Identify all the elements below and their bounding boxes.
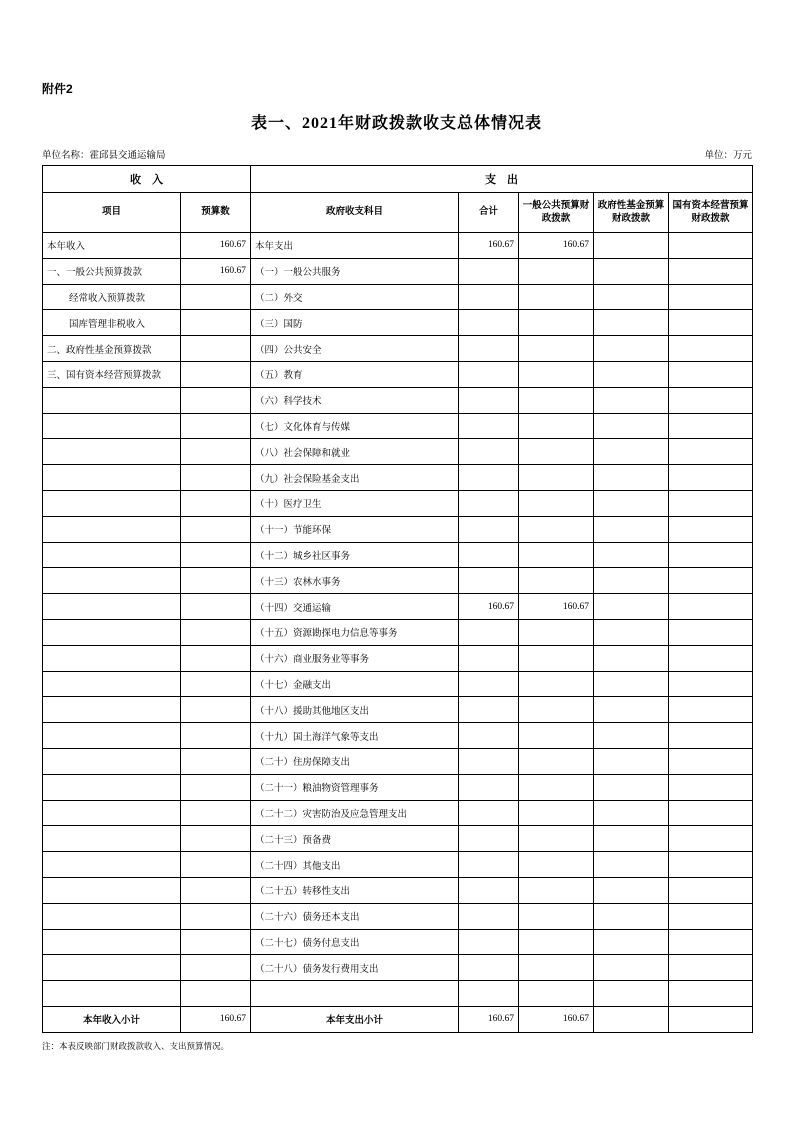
total-cell [459,516,519,542]
col-header-item: 项目 [43,193,181,233]
table-row [43,413,753,439]
expense-subtotal-general: 160.67 [519,1006,594,1032]
table-row [43,594,753,620]
capital-appropriation-cell [669,568,753,594]
total-cell [459,645,519,671]
total-cell [459,774,519,800]
expense-subject-cell: （五）教育 [251,361,459,387]
fund-appropriation-cell [594,800,669,826]
table-row [43,955,753,981]
expense-subject-cell: （九）社会保险基金支出 [251,465,459,491]
expense-subject-cell: （二十四）其他支出 [251,852,459,878]
fund-appropriation-cell [594,671,669,697]
income-budget-cell [181,877,251,903]
expense-subtotal-total: 160.67 [459,1006,519,1032]
table-row [43,645,753,671]
table-row [43,439,753,465]
general-appropriation-cell [519,490,594,516]
table-body [43,233,753,1007]
table-row [43,387,753,413]
capital-appropriation-cell [669,852,753,878]
table-row [43,903,753,929]
general-appropriation-cell [519,723,594,749]
general-appropriation-cell [519,361,594,387]
capital-appropriation-cell [669,542,753,568]
capital-appropriation-cell [669,336,753,362]
expense-subject-cell: （八）社会保障和就业 [251,439,459,465]
fund-appropriation-cell [594,542,669,568]
expense-subject-cell: （十七）金融支出 [251,671,459,697]
expense-subject-cell: （二十）住房保障支出 [251,748,459,774]
total-cell [459,723,519,749]
total-cell: 160.67 [459,233,519,259]
fund-appropriation-cell [594,516,669,542]
income-item-cell [43,413,181,439]
general-appropriation-cell [519,645,594,671]
general-appropriation-cell [519,310,594,336]
expense-subject-cell: 本年支出 [251,233,459,259]
total-cell [459,852,519,878]
fund-appropriation-cell [594,645,669,671]
table-row [43,697,753,723]
total-cell [459,542,519,568]
fund-appropriation-cell [594,955,669,981]
capital-appropriation-cell [669,645,753,671]
table-row [43,877,753,903]
income-budget-cell [181,671,251,697]
income-item-cell [43,723,181,749]
table-row [43,516,753,542]
income-item-cell [43,877,181,903]
fund-appropriation-cell [594,929,669,955]
income-budget-cell [181,387,251,413]
fund-appropriation-cell [594,310,669,336]
general-appropriation-cell [519,929,594,955]
table-row [43,542,753,568]
fund-appropriation-cell [594,413,669,439]
total-cell [459,903,519,929]
general-appropriation-cell [519,619,594,645]
fund-appropriation-cell [594,852,669,878]
total-cell [459,697,519,723]
col-header-total: 合计 [459,193,519,233]
total-cell: 160.67 [459,594,519,620]
capital-appropriation-cell [669,490,753,516]
total-cell [459,439,519,465]
fund-appropriation-cell [594,336,669,362]
income-budget-cell [181,594,251,620]
capital-appropriation-cell [669,955,753,981]
expense-subject-cell: （一）一般公共服务 [251,258,459,284]
general-appropriation-cell [519,748,594,774]
capital-appropriation-cell [669,697,753,723]
general-appropriation-cell [519,697,594,723]
col-header-fund-appropriation: 政府性基金预算财政拨款 [594,193,669,233]
income-item-cell [43,852,181,878]
income-budget-cell [181,361,251,387]
income-item-cell: 一、一般公共预算拨款 [43,258,181,284]
general-appropriation-cell [519,955,594,981]
table-row [43,774,753,800]
fund-appropriation-cell [594,877,669,903]
table-row [43,310,753,336]
footnote: 注：本表反映部门财政拨款收入、支出预算情况。 [42,1041,230,1051]
attachment-label: 附件2 [42,82,73,96]
income-budget-cell [181,800,251,826]
meta-row [42,147,752,161]
table-row [43,723,753,749]
expense-subject-cell: （十八）援助其他地区支出 [251,697,459,723]
total-cell [459,284,519,310]
fund-appropriation-cell [594,774,669,800]
income-budget-cell [181,439,251,465]
general-appropriation-cell [519,903,594,929]
income-budget-cell [181,697,251,723]
fund-appropriation-cell [594,387,669,413]
capital-appropriation-cell [669,774,753,800]
table-row [43,929,753,955]
expense-subject-cell: （二十五）转移性支出 [251,877,459,903]
capital-appropriation-cell [669,284,753,310]
capital-appropriation-cell [669,310,753,336]
table-row [43,258,753,284]
table-row [43,490,753,516]
column-header-row [43,193,753,233]
total-cell [459,826,519,852]
expense-subject-cell: （六）科学技术 [251,387,459,413]
col-header-subject: 政府收支科目 [251,193,459,233]
fund-appropriation-cell [594,284,669,310]
table-row [43,981,753,1007]
capital-appropriation-cell [669,671,753,697]
table-row [43,748,753,774]
general-appropriation-cell [519,413,594,439]
general-appropriation-cell: 160.67 [519,233,594,259]
income-budget-cell [181,826,251,852]
income-budget-cell [181,516,251,542]
general-appropriation-cell [519,774,594,800]
total-cell [459,671,519,697]
unit-name-label: 单位名称：霍邱县交通运输局 [42,151,166,161]
total-cell [459,929,519,955]
fund-appropriation-cell [594,723,669,749]
expense-subject-cell: （二十三）预备费 [251,826,459,852]
expense-subtotal-capital [669,1006,753,1032]
income-budget-cell [181,465,251,491]
income-budget-cell: 160.67 [181,233,251,259]
table-row [43,671,753,697]
table-row [43,800,753,826]
fund-appropriation-cell [594,490,669,516]
income-item-cell [43,800,181,826]
income-group-header: 收 入 [43,166,251,193]
income-item-cell [43,774,181,800]
income-item-cell [43,697,181,723]
total-cell [459,619,519,645]
fund-appropriation-cell [594,981,669,1007]
fund-appropriation-cell [594,748,669,774]
table-row [43,361,753,387]
income-item-cell: 二、政府性基金预算拨款 [43,336,181,362]
expense-subject-cell: （十一）节能环保 [251,516,459,542]
income-budget-cell [181,903,251,929]
table-row [43,336,753,362]
income-budget-cell [181,748,251,774]
general-appropriation-cell [519,800,594,826]
general-appropriation-cell [519,387,594,413]
expense-subject-cell: （十三）农林水事务 [251,568,459,594]
capital-appropriation-cell [669,929,753,955]
general-appropriation-cell [519,336,594,362]
expense-subject-cell: （二十二）灾害防治及应急管理支出 [251,800,459,826]
page-title: 表一、2021年财政拨款收支总体情况表 [250,115,542,132]
income-item-cell: 本年收入 [43,233,181,259]
general-appropriation-cell [519,465,594,491]
income-item-cell [43,826,181,852]
income-budget-cell [181,645,251,671]
table-row [43,826,753,852]
total-cell [459,336,519,362]
fund-appropriation-cell [594,439,669,465]
income-item-cell [43,929,181,955]
income-item-cell [43,516,181,542]
income-budget-cell [181,723,251,749]
general-appropriation-cell [519,826,594,852]
income-budget-cell [181,413,251,439]
table-row [43,233,753,259]
income-budget-cell [181,981,251,1007]
total-cell [459,748,519,774]
capital-appropriation-cell [669,877,753,903]
income-item-cell [43,568,181,594]
general-appropriation-cell [519,671,594,697]
capital-appropriation-cell [669,258,753,284]
expense-subject-cell [251,981,459,1007]
income-subtotal-label: 本年收入小计 [43,1006,181,1032]
fund-appropriation-cell [594,826,669,852]
capital-appropriation-cell [669,619,753,645]
expense-subject-cell: （三）国防 [251,310,459,336]
table-row [43,465,753,491]
expense-subject-cell: （十四）交通运输 [251,594,459,620]
total-cell [459,490,519,516]
income-item-cell [43,490,181,516]
total-cell [459,361,519,387]
expense-subject-cell: （二）外交 [251,284,459,310]
capital-appropriation-cell [669,903,753,929]
fund-appropriation-cell [594,903,669,929]
general-appropriation-cell [519,284,594,310]
capital-appropriation-cell [669,981,753,1007]
total-cell [459,981,519,1007]
fund-appropriation-cell [594,568,669,594]
general-appropriation-cell [519,439,594,465]
capital-appropriation-cell [669,361,753,387]
income-item-cell [43,748,181,774]
income-item-cell [43,387,181,413]
total-cell [459,877,519,903]
expense-subject-cell: （十六）商业服务业等事务 [251,645,459,671]
total-cell [459,413,519,439]
income-budget-cell [181,774,251,800]
income-item-cell [43,542,181,568]
capital-appropriation-cell [669,413,753,439]
expense-subject-cell: （二十七）债务付息支出 [251,929,459,955]
income-item-cell [43,594,181,620]
general-appropriation-cell [519,981,594,1007]
income-budget-cell [181,852,251,878]
fund-appropriation-cell [594,361,669,387]
general-appropriation-cell [519,877,594,903]
income-item-cell [43,619,181,645]
capital-appropriation-cell [669,723,753,749]
income-item-cell: 三、国有资本经营预算拨款 [43,361,181,387]
fund-appropriation-cell [594,619,669,645]
income-budget-cell [181,310,251,336]
capital-appropriation-cell [669,465,753,491]
fund-appropriation-cell [594,258,669,284]
expense-subject-cell: （十）医疗卫生 [251,490,459,516]
capital-appropriation-cell [669,439,753,465]
capital-appropriation-cell [669,233,753,259]
income-budget-cell [181,284,251,310]
income-item-cell [43,439,181,465]
expense-subject-cell: （十二）城乡社区事务 [251,542,459,568]
income-budget-cell [181,490,251,516]
expense-subtotal-label: 本年支出小计 [251,1006,459,1032]
expense-subject-cell: （二十一）粮油物资管理事务 [251,774,459,800]
income-item-cell: 经常收入预算拨款 [43,284,181,310]
general-appropriation-cell [519,258,594,284]
fund-appropriation-cell [594,233,669,259]
table-row [43,568,753,594]
income-budget-cell [181,336,251,362]
expense-subtotal-fund [594,1006,669,1032]
fund-appropriation-cell [594,697,669,723]
group-header-row [43,166,753,193]
general-appropriation-cell [519,568,594,594]
income-budget-cell [181,568,251,594]
income-item-cell [43,981,181,1007]
income-budget-cell [181,955,251,981]
general-appropriation-cell [519,852,594,878]
currency-unit-label: 单位：万元 [704,151,752,161]
expense-subject-cell: （四）公共安全 [251,336,459,362]
capital-appropriation-cell [669,826,753,852]
general-appropriation-cell [519,516,594,542]
expense-subject-cell: （十九）国土海洋气象等支出 [251,723,459,749]
table-row [43,284,753,310]
income-item-cell [43,465,181,491]
col-header-general-appropriation: 一般公共预算财政拨款 [519,193,594,233]
income-budget-cell: 160.67 [181,258,251,284]
total-cell [459,800,519,826]
expense-group-header: 支 出 [251,166,753,193]
capital-appropriation-cell [669,748,753,774]
expense-subject-cell: （七）文化体育与传媒 [251,413,459,439]
total-cell [459,955,519,981]
capital-appropriation-cell [669,516,753,542]
col-header-capital-appropriation: 国有资本经营预算财政拨款 [669,193,753,233]
total-cell [459,568,519,594]
fund-appropriation-cell [594,465,669,491]
general-appropriation-cell [519,542,594,568]
budget-table [42,165,753,1033]
income-budget-cell [181,619,251,645]
expense-subject-cell: （二十八）债务发行费用支出 [251,955,459,981]
total-cell [459,258,519,284]
table-row [43,619,753,645]
income-budget-cell [181,929,251,955]
total-cell [459,465,519,491]
total-cell [459,387,519,413]
general-appropriation-cell: 160.67 [519,594,594,620]
expense-subject-cell: （十五）资源勘探电力信息等事务 [251,619,459,645]
income-item-cell [43,645,181,671]
income-item-cell: 国库管理非税收入 [43,310,181,336]
table-row [43,852,753,878]
expense-subject-cell: （二十六）债务还本支出 [251,903,459,929]
subtotal-row [43,1006,753,1032]
capital-appropriation-cell [669,387,753,413]
income-item-cell [43,671,181,697]
capital-appropriation-cell [669,594,753,620]
income-subtotal-value: 160.67 [181,1006,251,1032]
income-item-cell [43,955,181,981]
total-cell [459,310,519,336]
capital-appropriation-cell [669,800,753,826]
col-header-budget: 预算数 [181,193,251,233]
fund-appropriation-cell [594,594,669,620]
income-item-cell [43,903,181,929]
income-budget-cell [181,542,251,568]
